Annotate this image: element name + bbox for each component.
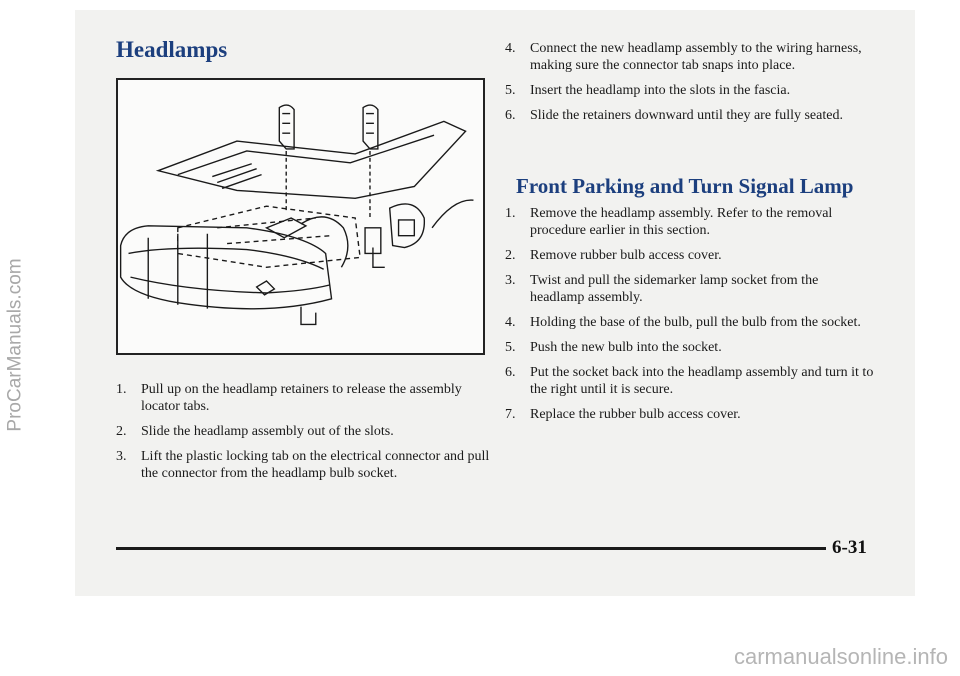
list-item	[505, 82, 875, 99]
step-text: Remove rubber bulb access cover.	[530, 248, 722, 263]
headlamp-illustration	[116, 78, 485, 355]
headlamp-install-steps	[505, 40, 875, 132]
step-number: 2.	[116, 424, 127, 439]
step-number: 6.	[505, 108, 516, 123]
step-text: Insert the headlamp into the slots in the fascia.	[530, 83, 791, 98]
list-item	[116, 423, 491, 440]
list-item	[505, 107, 875, 124]
list-item	[505, 205, 875, 239]
headlamps-title: Headlamps	[116, 37, 228, 62]
step-number: 1.	[116, 382, 127, 397]
headlamp-diagram-icon	[118, 80, 483, 353]
step-text: Holding the base of the bulb, pull the bulb from the socket.	[530, 315, 861, 330]
step-number: 6.	[505, 365, 516, 380]
step-number: 1.	[505, 206, 516, 221]
step-number: 5.	[505, 340, 516, 355]
step-text: Remove the headlamp assembly. Refer to the removal procedure earlier in this section.	[530, 206, 833, 238]
list-item	[116, 448, 491, 482]
list-item	[505, 364, 875, 398]
site-watermark: carmanualsonline.info	[733, 644, 948, 669]
step-number: 7.	[505, 407, 516, 422]
step-text: Push the new bulb into the socket.	[530, 340, 722, 355]
step-number: 3.	[116, 449, 127, 464]
step-number: 2.	[505, 248, 516, 263]
step-text: Lift the plastic locking tab on the electrical connector and pull the connector from the headlamp bulb socket.	[141, 449, 490, 481]
step-text: Replace the rubber bulb access cover.	[530, 407, 741, 422]
list-item	[505, 406, 875, 423]
step-number: 4.	[505, 41, 516, 56]
list-item	[505, 314, 875, 331]
left-retainer-clip-icon	[279, 105, 294, 149]
side-watermark-text: ProCarManuals.com	[5, 258, 27, 432]
list-item	[116, 381, 491, 415]
step-text: Twist and pull the sidemarker lamp socket from the headlamp assembly.	[530, 273, 819, 305]
step-text: Pull up on the headlamp retainers to release the assembly locator tabs.	[141, 382, 462, 414]
page-number: 6-31	[832, 537, 867, 558]
list-item	[505, 247, 875, 264]
step-text: Slide the headlamp assembly out of the slots.	[141, 424, 394, 439]
side-watermark	[2, 230, 30, 460]
parking-lamp-steps	[505, 205, 875, 431]
parking-turn-lamp-title: Front Parking and Turn Signal Lamp	[516, 174, 854, 198]
step-text: Connect the new headlamp assembly to the wiring harness, making sure the connector tab snaps into place.	[530, 41, 862, 73]
headlamp-removal-steps	[116, 381, 491, 490]
step-number: 4.	[505, 315, 516, 330]
list-item	[505, 272, 875, 306]
step-text: Put the socket back into the headlamp assembly and turn it to the right until it is secure.	[530, 365, 874, 397]
list-item	[505, 339, 875, 356]
step-number: 3.	[505, 273, 516, 288]
step-text: Slide the retainers downward until they are fully seated.	[530, 108, 843, 123]
list-item	[505, 40, 875, 74]
footer-rule	[116, 547, 826, 550]
step-number: 5.	[505, 83, 516, 98]
right-retainer-clip-icon	[363, 105, 378, 149]
